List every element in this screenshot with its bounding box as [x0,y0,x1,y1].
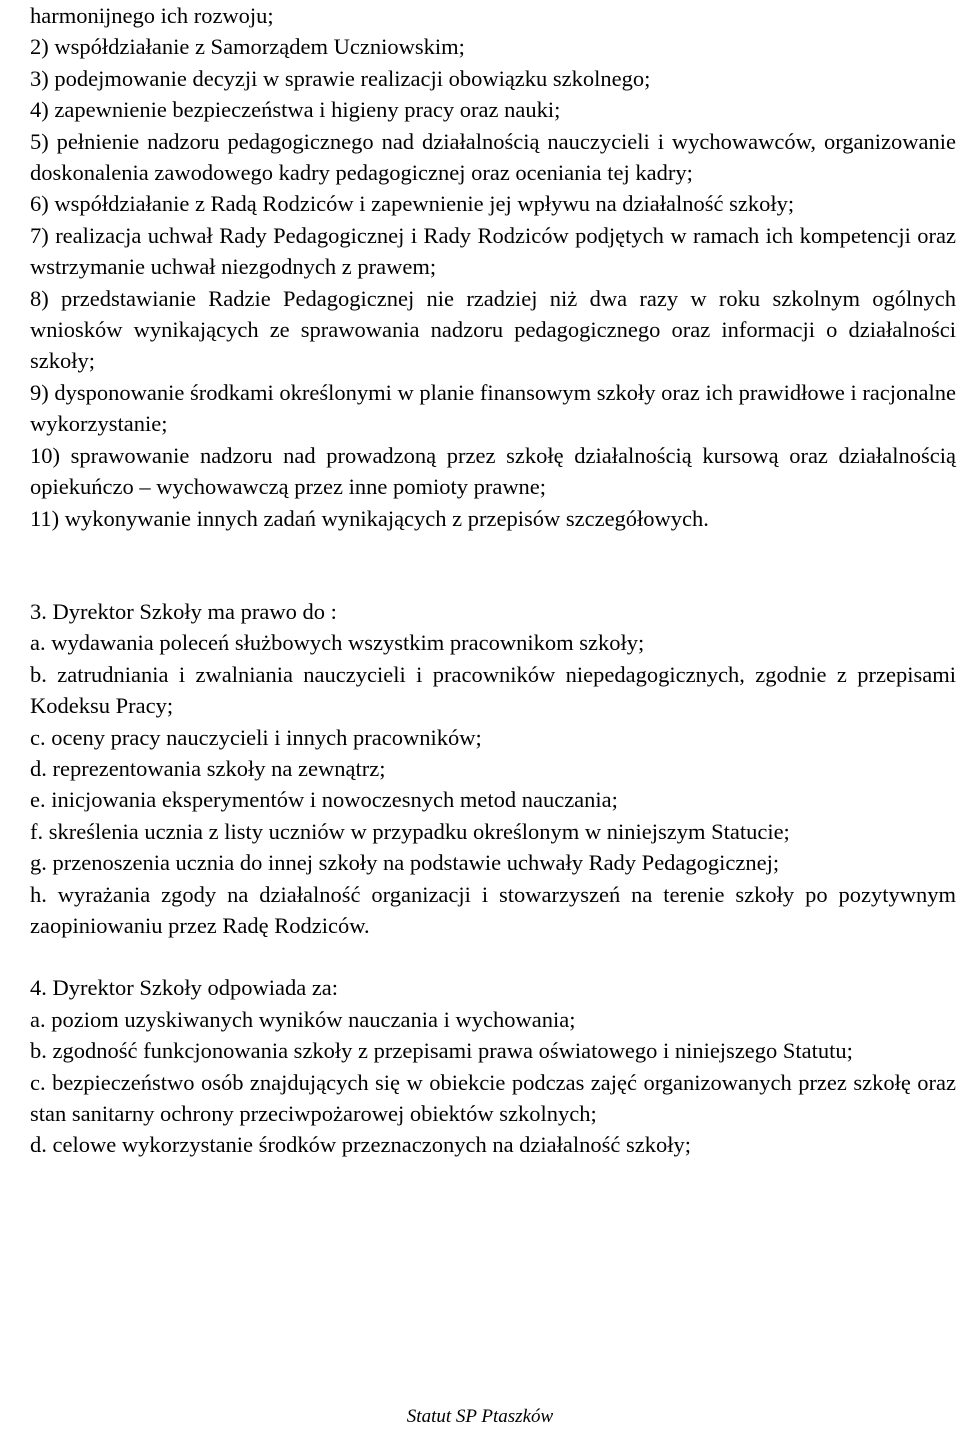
list-item: e. inicjowania eksperymentów i nowoczesnych metod nauczania; [30,787,618,813]
section-heading: 3. Dyrektor Szkoły ma prawo do : [30,598,337,624]
list-item: h. wyrażania zgody na działalność organizacji i stowarzyszeń na terenie szkoły po pozytywnym zaopiniowaniu przez Radę Rodziców. [30,881,956,938]
list-item: f. skreślenia ucznia z listy uczniów w przypadku określonym w niniejszym Statucie; [30,818,790,844]
document-page [30,0,956,1161]
list-item: 2) współdziałanie z Samorządem Uczniowskim; [30,34,465,60]
list-item: 8) przedstawianie Radzie Pedagogicznej nie rzadziej niż dwa razy w roku szkolnym ogólnych wniosków wynikających ze sprawowania nadzoru pedagogicznego oraz informacji o działalności szkoły; [30,285,956,374]
duties-list [30,0,956,534]
section-heading: 4. Dyrektor Szkoły odpowiada za: [30,975,339,1001]
section-3 [30,596,956,941]
list-item: c. oceny pracy nauczycieli i innych pracowników; [30,724,482,750]
list-item: 5) pełnienie nadzoru pedagogicznego nad działalnością nauczycieli i wychowawców, organizowanie doskonalenia zawodowego kadry pedagogicznej oraz oceniania tej kadry; [30,128,956,186]
page-footer: Statut SP Ptaszków [406,1406,554,1427]
spacer [30,534,956,596]
list-item: d. celowe wykorzystanie środków przeznaczonych na działalność szkoły; [30,1132,692,1158]
list-item: b. zgodność funkcjonowania szkoły z przepisami prawa oświatowego i niniejszego Statutu; [30,1038,853,1064]
list-item: a. poziom uzyskiwanych wyników nauczania i wychowania; [30,1006,576,1032]
list-item: 10) sprawowanie nadzoru nad prowadzoną przez szkołę działalnością kursową oraz działalnością opiekuńczo – wychowawczą przez inne pomioty prawne; [30,442,956,500]
list-item: 4) zapewnienie bezpieczeństwa i higieny pracy oraz nauki; [30,97,561,123]
list-item: b. zatrudniania i zwalniania nauczycieli i pracowników niepedagogicznych, zgodnie z przepisami Kodeksu Pracy; [30,661,956,719]
list-item: c. bezpieczeństwo osób znajdujących się w obiekcie podczas zajęć organizowanych przez szkołę oraz stan sanitarny ochrony przeciwpożarowej obiektów szkolnych; [30,1069,956,1126]
list-item: 6) współdziałanie z Radą Rodziców i zapewnienie jej wpływu na działalność szkoły; [30,191,795,217]
list-item: harmonijnego ich rozwoju; [30,3,274,28]
section-4 [30,972,956,1160]
list-item: 11) wykonywanie innych zadań wynikających z przepisów szczegółowych. [30,505,709,531]
list-item: 7) realizacja uchwał Rady Pedagogicznej i Rady Rodziców podjętych w ramach ich kompetencji oraz wstrzymanie uchwał niezgodnych z prawem; [30,222,956,280]
list-item: d. reprezentowania szkoły na zewnątrz; [30,755,386,781]
list-item: g. przenoszenia ucznia do innej szkoły na podstawie uchwały Rady Pedagogicznej; [30,850,780,876]
list-item: 3) podejmowanie decyzji w sprawie realizacji obowiązku szkolnego; [30,65,651,91]
list-item: a. wydawania poleceń służbowych wszystkim pracownikom szkoły; [30,630,645,656]
list-item: 9) dysponowanie środkami określonymi w planie finansowym szkoły oraz ich prawidłowe i racjonalne wykorzystanie; [30,379,957,437]
spacer [30,941,956,972]
